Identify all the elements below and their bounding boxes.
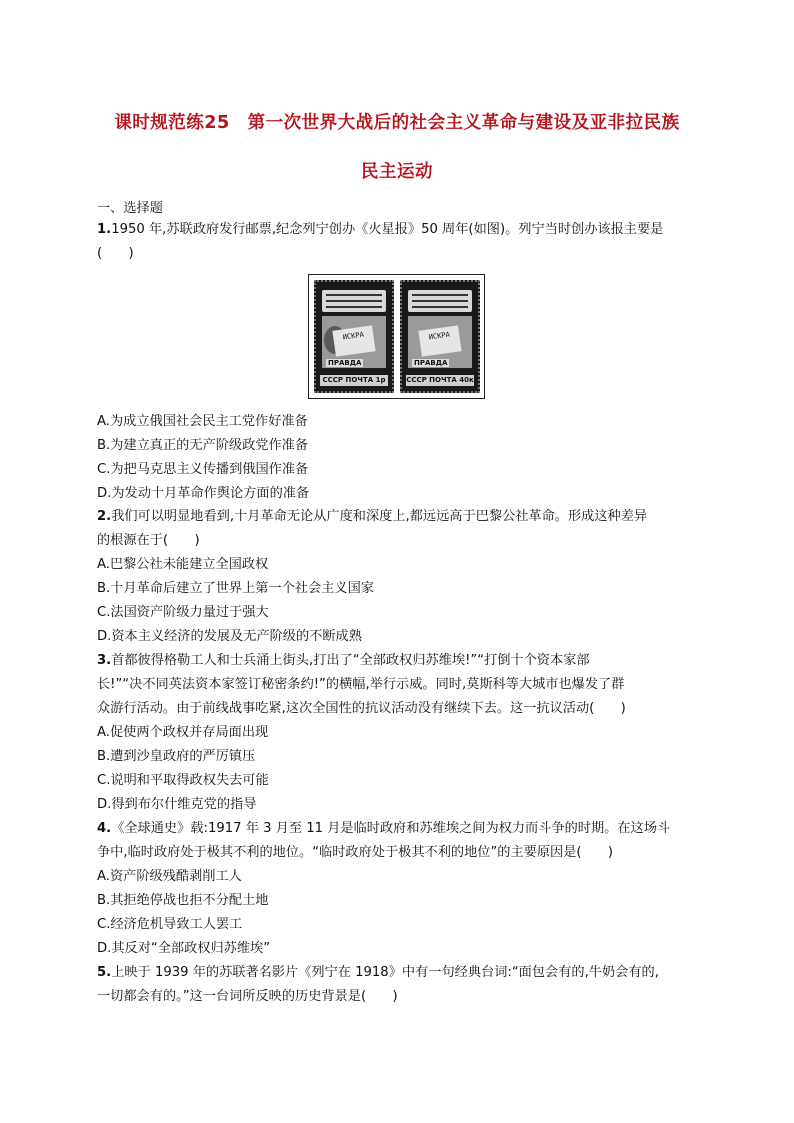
stamp-2-footer: СССР ПОЧТА 40к bbox=[406, 376, 474, 384]
question-3-stem-line-3: 众游行活动。由于前线战事吃紧,这次全国性的抗议活动没有继续下去。这一抗议活动( ) bbox=[97, 701, 626, 716]
question-1-option-b: B.为建立真正的无产阶级政党作准备 bbox=[97, 438, 309, 453]
question-3-option-a: A.促使两个政权并存局面出现 bbox=[97, 725, 269, 740]
question-1-option-d: D.为发动十月革命作舆论方面的准备 bbox=[97, 486, 310, 501]
question-3-number: 3. bbox=[97, 653, 112, 668]
question-4-option-a: A.资产阶级残酷剥削工人 bbox=[97, 869, 242, 884]
question-4-stem-text-1: 《全球通史》载:1917 年 3 月至 11 月是临时政府和苏维埃之间为权力而斗争的时期。在这场斗 bbox=[111, 821, 671, 836]
question-4-stem-line-1 bbox=[97, 820, 670, 838]
question-3-option-c: C.说明和平取得政权失去可能 bbox=[97, 773, 269, 788]
question-4-option-b: B.其拒绝停战也拒不分配土地 bbox=[97, 893, 269, 908]
question-4-number: 4. bbox=[97, 821, 112, 836]
page-title-line1: 课时规范练25 第一次世界大战后的社会主义革命与建设及亚非拉民族 bbox=[114, 113, 680, 133]
question-2-number: 2. bbox=[97, 509, 112, 524]
stamp-1r bbox=[314, 280, 394, 393]
question-2-stem-line-2: 的根源在于( ) bbox=[97, 533, 200, 548]
stamp-40k bbox=[400, 280, 480, 393]
question-5-stem-line-2: 一切都会有的。”这一台词所反映的历史背景是( ) bbox=[97, 989, 398, 1004]
question-3-option-b: B.遭到沙皇政府的严厉镇压 bbox=[97, 749, 256, 764]
question-3-stem-line-1 bbox=[97, 652, 590, 670]
stamp-2-paper-text: ИСКРА bbox=[428, 330, 451, 342]
question-3-stem-text-1: 首都彼得格勒工人和士兵涌上街头,打出了“全部政权归苏维埃!”“打倒十个资本家部 bbox=[111, 653, 590, 668]
question-2-option-d: D.资本主义经济的发展及无产阶级的不断成熟 bbox=[97, 629, 362, 644]
question-1-stem-line-1 bbox=[97, 221, 663, 239]
question-2-option-a: A.巴黎公社未能建立全国政权 bbox=[97, 557, 269, 572]
stamp-2-newspaper bbox=[418, 325, 461, 356]
question-2-stem-line-1 bbox=[97, 508, 647, 526]
question-4-option-d: D.其反对“全部政权归苏维埃” bbox=[97, 941, 271, 956]
section-label: 一、选择题 bbox=[97, 201, 163, 216]
question-4-option-c: C.经济危机导致工人罢工 bbox=[97, 917, 243, 932]
question-2-stem-text-1: 我们可以明显地看到,十月革命无论从广度和深度上,都远远高于巴黎公社革命。形成这种差异 bbox=[111, 509, 648, 524]
question-1-option-c: C.为把马克思主义传播到俄国作准备 bbox=[97, 462, 309, 477]
question-3-option-d: D.得到布尔什维克党的指导 bbox=[97, 797, 257, 812]
stamp-2-header bbox=[408, 290, 472, 312]
question-1-number: 1. bbox=[97, 222, 112, 237]
question-2-option-b: B.十月革命后建立了世界上第一个社会主义国家 bbox=[97, 581, 374, 596]
stamps-figure bbox=[308, 274, 485, 399]
question-4-stem-line-2: 争中,临时政府处于极其不利的地位。“临时政府处于极其不利的地位”的主要原因是( ) bbox=[97, 845, 614, 860]
question-1-stem-line-2: ( ) bbox=[97, 246, 134, 261]
stamp-1-paper-text: ИСКРА bbox=[342, 330, 365, 342]
question-2-option-c: C.法国资产阶级力量过于强大 bbox=[97, 605, 269, 620]
question-1-option-a: A.为成立俄国社会民主工党作好准备 bbox=[97, 414, 308, 429]
question-3-stem-line-2: 长!”“决不同英法资本家签订秘密条约!”的横幅,举行示威。同时,莫斯科等大城市也爆发了群 bbox=[97, 677, 625, 692]
stamp-1-newspaper bbox=[332, 325, 375, 356]
stamp-2-pravda: ПРАВДА bbox=[414, 359, 448, 367]
stamp-1-pravda: ПРАВДА bbox=[328, 359, 362, 367]
stamp-1-footer: СССР ПОЧТА 1р bbox=[320, 375, 388, 386]
question-5-number: 5. bbox=[97, 965, 112, 980]
page-title-line2: 民主运动 bbox=[361, 162, 433, 182]
question-5-stem-text-1: 上映于 1939 年的苏联著名影片《列宁在 1918》中有一句经典台词:“面包会有的,牛奶会有的, bbox=[111, 965, 659, 980]
question-1-stem-text-1: 1950 年,苏联政府发行邮票,纪念列宁创办《火星报》50 周年(如图)。列宁当时创办该报主要是 bbox=[111, 222, 664, 237]
stamp-1-header bbox=[322, 290, 386, 312]
question-5-stem-line-1 bbox=[97, 964, 659, 982]
